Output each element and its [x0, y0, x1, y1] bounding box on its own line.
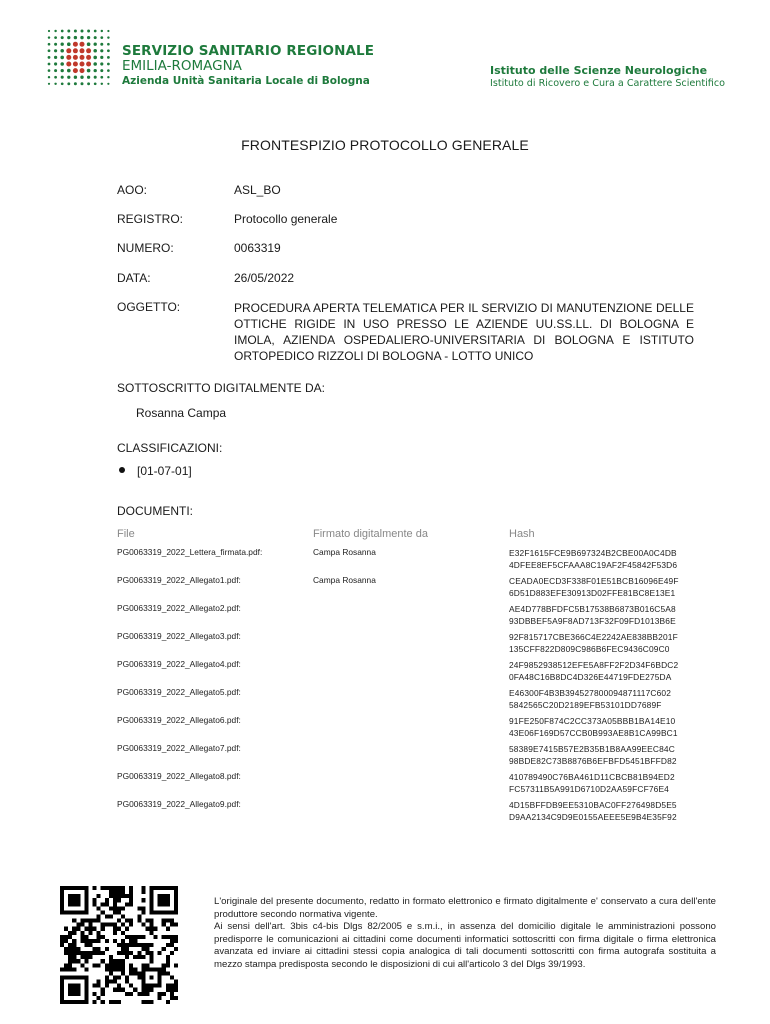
hash-line-2: 43E06F169D57CCB0B993AE8B1CA99BC1 — [509, 728, 678, 738]
document-file-name: PG0063319_2022_Allegato1.pdf: — [117, 575, 241, 585]
hash-line-2: FC57311B5A991D6710D2AA59FCF76E4 — [509, 784, 669, 794]
institute-title: Istituto delle Scienze Neurologiche — [490, 64, 708, 77]
ssr-logo-icon — [46, 28, 112, 88]
signer-name: Rosanna Campa — [136, 406, 227, 420]
document-hash — [509, 771, 709, 795]
hash-line-1: AE4D778BFDFC5B17538B6873B016C5A8 — [509, 604, 676, 614]
hash-line-2: 6D51D883EFE30913D02FFE81BC8E13E1 — [509, 588, 676, 598]
classifications-label: CLASSIFICAZIONI: — [117, 441, 223, 455]
hash-line-1: 58389E7415B57E2B35B1B8AA99EEC84C — [509, 744, 675, 754]
org-line-1: SERVIZIO SANITARIO REGIONALE — [122, 43, 375, 59]
document-file-name: PG0063319_2022_Allegato2.pdf: — [117, 603, 241, 613]
document-hash — [509, 659, 709, 683]
document-file-name: PG0063319_2022_Allegato5.pdf: — [117, 687, 241, 697]
aoo-value: ASL_BO — [234, 183, 281, 197]
table-row — [0, 575, 770, 603]
document-file-name: PG0063319_2022_Allegato8.pdf: — [117, 771, 241, 781]
hash-line-2: 4DFEE8EF5CFAAA8C19AF2F45842F53D6 — [509, 560, 678, 570]
document-signed-by: Campa Rosanna — [313, 547, 376, 557]
institute-subtitle: Istituto di Ricovero e Cura a Carattere Scientifico — [490, 78, 725, 89]
aoo-label: AOO: — [117, 183, 148, 197]
hash-line-1: CEADA0ECD3F338F01E51BCB16096E49F — [509, 576, 679, 586]
qr-code-icon — [60, 886, 178, 1004]
document-file-name: PG0063319_2022_Allegato3.pdf: — [117, 631, 241, 641]
column-header-signed: Firmato digitalmente da — [313, 528, 428, 540]
organization-name — [122, 44, 374, 89]
document-hash — [509, 575, 709, 599]
oggetto-label: OGGETTO: — [117, 300, 181, 314]
document-file-name: PG0063319_2022_Allegato6.pdf: — [117, 715, 241, 725]
document-hash — [509, 743, 709, 767]
document-file-name: PG0063319_2022_Allegato9.pdf: — [117, 799, 241, 809]
document-hash — [509, 715, 709, 739]
table-row — [0, 771, 770, 799]
table-row — [0, 687, 770, 715]
column-header-file: File — [117, 528, 135, 540]
document-title: FRONTESPIZIO PROTOCOLLO GENERALE — [241, 137, 529, 153]
numero-value: 0063319 — [234, 241, 281, 255]
document-hash — [509, 603, 709, 627]
document-signed-by: Campa Rosanna — [313, 575, 376, 585]
hash-line-2: 98BDE82C73B8876B6EFBFD5451BFFD82 — [509, 756, 677, 766]
table-row — [0, 743, 770, 771]
hash-line-2: D9AA2134C9D9E0155AEEE5E9B4E35F92 — [509, 812, 677, 822]
legal-note-paragraph: L'originale del presente documento, redatto in formato elettronico e firmato digitalmente e' conservato a cura dell'ente produttore secondo normativa vigente. — [214, 896, 716, 920]
classification-item: [01-07-01] — [137, 464, 192, 478]
legal-note — [214, 896, 716, 972]
org-line-2: EMILIA-ROMAGNA — [122, 58, 242, 74]
hash-line-1: E46300F4B3B394527800094871117C602 — [509, 688, 672, 698]
numero-label: NUMERO: — [117, 241, 174, 255]
hash-line-2: 0FA48C16B8DC4D326E44719FDE275DA — [509, 672, 672, 682]
hash-line-2: 93DBBEF5A9F8AD713F32F09FD1013B6E — [509, 616, 676, 626]
org-line-3: Azienda Unità Sanitaria Locale di Bologna — [122, 75, 370, 87]
table-row — [0, 603, 770, 631]
table-row — [0, 547, 770, 575]
table-row — [0, 659, 770, 687]
table-row — [0, 715, 770, 743]
table-row — [0, 631, 770, 659]
documents-label: DOCUMENTI: — [117, 504, 193, 518]
hash-line-2: 135CFF822D809C986B6FEC9436C09C0 — [509, 644, 670, 654]
hash-line-1: 410789490C76BA461D11CBCB81B94ED2 — [509, 772, 675, 782]
document-hash — [509, 687, 709, 711]
table-row — [0, 799, 770, 827]
registro-value: Protocollo generale — [234, 212, 338, 226]
hash-line-1: 24F9852938512EFE5A8FF2F2D34F6BDC2 — [509, 660, 679, 670]
legal-note-paragraph: Ai sensi dell'art. 3bis c4-bis Dlgs 82/2005 e s.m.i., in assenza del domicilio digitale le amministrazioni possono predisporre le comunicazioni ai cittadini come documenti informatici sottoscritti con firma digitale o firma elettronica avanzata ed inviare ai cittadini stessi copia analogica di tali documenti sottoscritti con firma autografa sostituita a mezzo stampa predisposta secondo le disposizioni di cui all'articolo 3 del Dlgs 39/1993. — [214, 921, 716, 970]
document-hash — [509, 799, 709, 823]
data-label: DATA: — [117, 271, 151, 285]
hash-line-1: 92F815717CBE366C4E2242AE838BB201F — [509, 632, 678, 642]
document-hash — [509, 631, 709, 655]
hash-line-1: E32F1615FCE9B697324B2CBE00A0C4DB — [509, 548, 677, 558]
hash-line-1: 91FE250F874C2CC373A05BBB1BA14E10 — [509, 716, 676, 726]
column-header-hash: Hash — [509, 528, 535, 540]
document-file-name: PG0063319_2022_Allegato4.pdf: — [117, 659, 241, 669]
document-file-name: PG0063319_2022_Allegato7.pdf: — [117, 743, 241, 753]
institute-name — [490, 64, 725, 90]
document-file-name: PG0063319_2022_Lettera_firmata.pdf: — [117, 547, 263, 557]
oggetto-value: PROCEDURA APERTA TELEMATICA PER IL SERVIZIO DI MANUTENZIONE DELLE OTTICHE RIGIDE IN USO PRESSO LE AZIENDE UU.SS.LL. DI BOLOGNA E IMOLA, AZIENDA OSPEDALIERO-UNIVERSITARIA DI BOLOGNA E ISTITUTO ORTOPEDICO RIZZOLI DI BOLOGNA - LOTTO UNICO — [234, 301, 694, 363]
bullet-icon — [119, 467, 125, 473]
hash-line-2: 5842565C20D2189EFB53101DD7689F — [509, 700, 662, 710]
signed-section-label: SOTTOSCRITTO DIGITALMENTE DA: — [117, 381, 326, 395]
registro-label: REGISTRO: — [117, 212, 184, 226]
data-value: 26/05/2022 — [234, 271, 295, 285]
document-hash — [509, 547, 709, 571]
hash-line-1: 4D15BFFDB9EE5310BAC0FF276498D5E5 — [509, 800, 677, 810]
